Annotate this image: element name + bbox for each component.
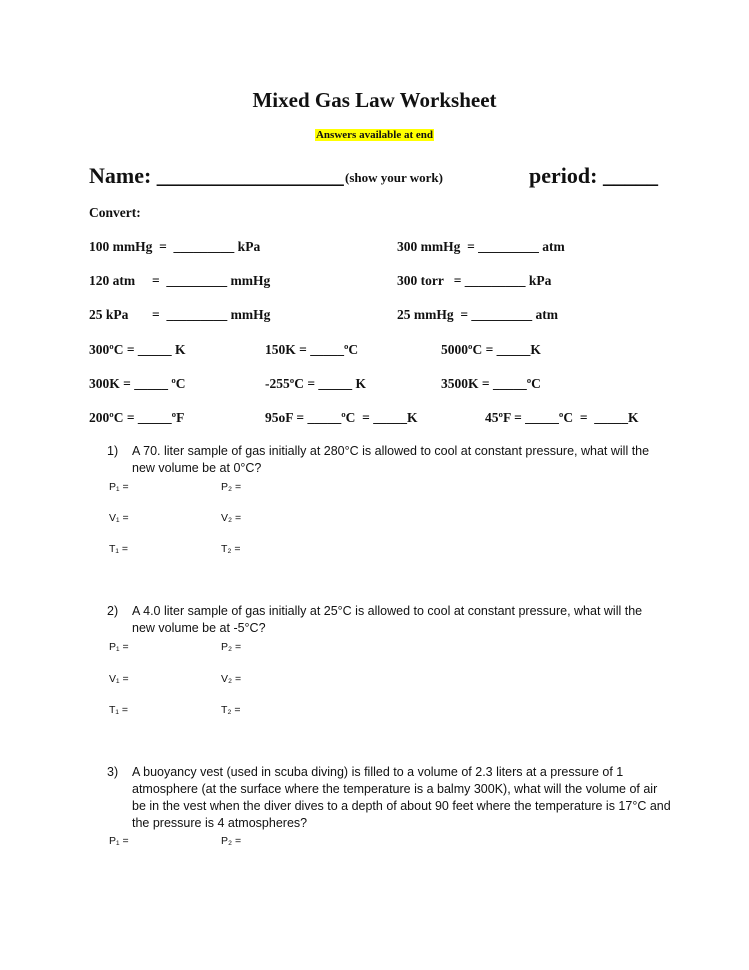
conversion-item[interactable]: 300K = _____ ºC xyxy=(89,376,186,391)
conversion-item[interactable]: 25 mmHg = _________ atm xyxy=(397,307,559,322)
question-text: A 70. liter sample of gas initially at 280°C is allowed to cool at constant pressure, what will the new volume be at 0°C? xyxy=(132,444,650,475)
conversion-item[interactable]: 45ºF = _____ºC = _____K xyxy=(485,410,639,425)
conversion-item[interactable]: 25 kPa = _________ mmHg xyxy=(89,307,271,322)
t2-field[interactable]: T₂ = xyxy=(221,543,241,555)
p1-field[interactable]: P₁ = xyxy=(109,641,129,653)
show-work-note: (show your work) xyxy=(345,170,443,185)
t1-field[interactable]: T₁ = xyxy=(109,704,129,716)
conversion-item[interactable]: 120 atm = _________ mmHg xyxy=(89,273,271,288)
conversion-item[interactable]: 300 torr = _________ kPa xyxy=(397,273,552,288)
question-1 xyxy=(107,443,667,477)
p1-field[interactable]: P₁ = xyxy=(109,835,129,847)
conversion-item[interactable]: 300 mmHg = _________ atm xyxy=(397,239,565,254)
question-3 xyxy=(107,764,672,832)
name-field[interactable]: Name: _________________ xyxy=(89,163,344,188)
page-title: Mixed Gas Law Worksheet xyxy=(252,88,497,112)
v2-field[interactable]: V₂ = xyxy=(221,673,242,685)
p1-field[interactable]: P₁ = xyxy=(109,481,129,493)
question-number: 3) xyxy=(107,765,119,779)
conversion-item[interactable]: 100 mmHg = _________ kPa xyxy=(89,239,261,254)
convert-heading: Convert: xyxy=(89,205,141,220)
conversion-item[interactable]: -255ºC = _____ K xyxy=(265,376,367,391)
conversion-item[interactable]: 5000ºC = _____K xyxy=(441,342,541,357)
conversion-item[interactable]: 3500K = _____ºC xyxy=(441,376,541,391)
period-field[interactable]: period: _____ xyxy=(529,163,658,188)
question-number: 1) xyxy=(107,444,119,458)
v2-field[interactable]: V₂ = xyxy=(221,512,242,524)
conversion-item[interactable]: 150K = _____ºC xyxy=(265,342,359,357)
p2-field[interactable]: P₂ = xyxy=(221,835,242,847)
v1-field[interactable]: V₁ = xyxy=(109,512,129,524)
question-text: A buoyancy vest (used in scuba diving) is filled to a volume of 2.3 liters at a pressure of 1 atmosphere (at the surface where the temperature is a balmy 300K), what will the volume of air be in the vest when the diver dives to a depth of about 90 feet where the temperature is 17°C and the pressure is 4 atmospheres? xyxy=(132,765,671,830)
conversion-item[interactable]: 95oF = _____ºC = _____K xyxy=(265,410,418,425)
conversion-item[interactable]: 300ºC = _____ K xyxy=(89,342,186,357)
v1-field[interactable]: V₁ = xyxy=(109,673,129,685)
answers-note xyxy=(0,129,749,141)
answers-highlight: Answers available at end xyxy=(315,129,434,141)
conversion-item[interactable]: 200ºC = _____ºF xyxy=(89,410,185,425)
question-number: 2) xyxy=(107,604,119,618)
p2-field[interactable]: P₂ = xyxy=(221,481,242,493)
t2-field[interactable]: T₂ = xyxy=(221,704,241,716)
p2-field[interactable]: P₂ = xyxy=(221,641,242,653)
question-text: A 4.0 liter sample of gas initially at 25°C is allowed to cool at constant pressure, what will the new volume be at -5°C? xyxy=(132,604,643,635)
t1-field[interactable]: T₁ = xyxy=(109,543,129,555)
question-2 xyxy=(107,603,667,637)
